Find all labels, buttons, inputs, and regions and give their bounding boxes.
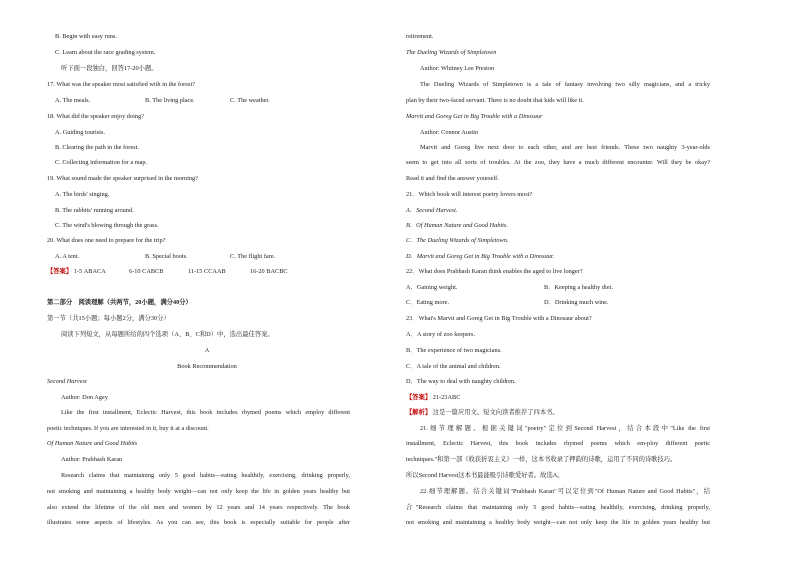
option-a: A. Guiding tourists. — [55, 129, 106, 136]
option-c: C. Collecting information for a map. — [55, 159, 148, 166]
option-a — [406, 207, 457, 215]
paragraph-line: Research claims that maintaining only 5 good habits—eating healthily, exercising, drinking properly, — [61, 472, 350, 479]
option-d — [406, 253, 554, 261]
question-21: 21．Which book will interest poetry lovers most? — [406, 191, 533, 198]
book-author: Author: Whitney Lee Preston — [420, 65, 495, 72]
paragraph-line: not smoking and maintaining a healthy body weight—can not only keep the life in golden years healthy but — [47, 488, 350, 495]
listening-instruction: 听下面一段独白，回答17-20小题。 — [61, 65, 158, 72]
option-text: A．Second Harvest. — [406, 207, 458, 214]
option-a: A．Gaining weight. — [406, 284, 458, 291]
option-b: B. Special boots. — [145, 253, 188, 260]
option-c: C. The wind's blowing through the grass. — [55, 222, 159, 229]
answer-value: 21-23ABC — [432, 394, 461, 401]
option-b: B. The rabbits' running around. — [55, 207, 134, 214]
book-author: Author: Don Agey — [61, 394, 108, 401]
paragraph-line: Read it and find the answer yourself. — [406, 175, 499, 182]
question-18: 18. What did the speaker enjoy doing? — [47, 113, 144, 120]
option-text: D．Marvit and Goreg Get in Big Trouble with a Dinosaur. — [406, 253, 555, 260]
answer-tag: 【答案】 — [406, 394, 432, 401]
option-b: B. The living place. — [145, 97, 195, 104]
paragraph-line: illustrates some aspects of lifestyles. As you can see, this book is especially suitable for people after — [47, 519, 350, 526]
explanation-tag: 【解析】 — [406, 409, 432, 416]
option-d: D．Drinking much wine. — [544, 299, 609, 306]
option-b: B. Clearing the path in the forest. — [55, 144, 139, 151]
answer-line — [47, 268, 106, 276]
right-column — [406, 0, 724, 562]
answer-group: 11-15 CCAAB — [188, 268, 226, 275]
answer-tag: 【答案】 — [47, 268, 73, 275]
explanation-text: 这是一篇应用文。短文向读者推荐了四本书。 — [432, 409, 559, 416]
part-heading: 第二部分 阅读理解（共两节，20小题，满分40分） — [47, 299, 192, 306]
paragraph-line: retirement. — [406, 33, 434, 40]
paragraph-line: poetic techniques. If you are interested in it, buy it at a discount. — [47, 425, 209, 432]
question-23: 23．What's Marvit and Goreg Get in Big Trouble with a Dinosaur about? — [406, 315, 592, 322]
section-heading: 第一节（共15小题；每小题2分，满分30分） — [47, 315, 170, 322]
book-title: Marvit and Goreg Get in Big Trouble with a Dinosaur — [406, 113, 543, 120]
book-title: Of Human Nature and Good Habits — [47, 440, 138, 447]
explanation-line — [406, 409, 559, 417]
explanation-line: 所以Second Harvest这本书最能吸引诗歌爱好者。故选A。 — [406, 472, 564, 479]
option-b — [406, 222, 508, 230]
option-c: C. The weather. — [230, 97, 270, 104]
option-a: A. A tent. — [55, 253, 80, 260]
question-17: 17. What was the speaker most satisfied with in the forest? — [47, 81, 195, 88]
paragraph-line: Like the first installment, Eclectic Harvest, this book includes rhymed poems which employ different — [61, 409, 350, 416]
question-20: 20. What does one need to prepare for the trip? — [47, 237, 166, 244]
book-author: Author: Prabhash Karan — [61, 456, 123, 463]
answer-group: 1-5 ABACA — [73, 268, 106, 275]
answer-group: 6-10 CABCB — [129, 268, 164, 275]
reading-instruction: 阅读下列短文，从每题所给的四个选项（A、B、C和D）中，选出最佳答案。 — [61, 331, 274, 338]
passage-title: Book Recommendation — [177, 363, 237, 370]
option-c: C．A tale of the animal and children. — [406, 363, 501, 370]
book-author: Author: Connor Austin — [420, 129, 479, 136]
option-a: A. The meals. — [55, 97, 91, 104]
book-title: The Dueling Wizards of Simpletown — [406, 49, 497, 56]
answer-group: 16-20 BACBC — [250, 268, 288, 275]
option-line: C. Learn about the race grading system. — [55, 49, 156, 56]
paragraph-line: The Dueling Wizards of Simpletown is a tale of fantasy involving two silly magicians, and a tricky — [420, 81, 710, 88]
question-19: 19. What sound made the speaker surprised in the morning? — [47, 175, 198, 182]
paragraph-line: plan by their two-faced servant. There is no doubt that kids will like it. — [406, 97, 584, 104]
answer-line — [406, 394, 460, 402]
explanation-line: not smoking and maintaining a healthy body weight—can not only keep the life in golden years healthy but — [406, 519, 710, 526]
option-d: D．The way to deal with naughty children. — [406, 378, 516, 385]
option-b: B．The experience of two magicians. — [406, 347, 502, 354]
option-a: A．A story of zoo keepers. — [406, 331, 476, 338]
paragraph-line: Marvit and Goreg live next door to each other, and are best friends. These two naughty 3-year-olds — [420, 144, 710, 151]
passage-label: A — [204, 347, 210, 354]
explanation-line: techniques."和第一部《收获折衷主义》一样，这本书收录了押韵的诗歌，运用了不同的诗歌技巧。 — [406, 456, 677, 463]
option-text: B．Of Human Nature and Good Habits. — [406, 222, 508, 229]
option-a: A. The birds' singing. — [55, 191, 110, 198]
question-22: 22．What does Prabhash Karan think enables the aged to live longer? — [406, 268, 583, 275]
option-c — [406, 237, 508, 245]
left-column — [47, 0, 367, 562]
book-title: Second Harvest — [47, 378, 87, 385]
explanation-line: installment, Eclectic Harvest, this book includes rhymed poems which em-ploy different poetic — [406, 440, 710, 447]
paragraph-line: seem to get into all sorts of troubles. At the zoo, they have a much different encounter. Will they be okay? — [406, 159, 710, 166]
option-c: C．Eating more. — [406, 299, 450, 306]
explanation-line: 合"Research claims that maintaining only 5 good habits—eating healthily, exercising, drinking properly, — [406, 504, 710, 511]
explanation-line: 21.细节理解题。根据关键词"poetry"定位到Second Harvest，结合本段中"Like the first — [420, 425, 710, 432]
option-b: B．Keeping a healthy diet. — [544, 284, 613, 291]
paragraph-line: also extend the lifetime of the old men and women by 12 years and 14 years respectively. The book — [47, 504, 350, 511]
option-c: C. The flight fare. — [230, 253, 276, 260]
option-text: C．The Dueling Wizards of Simpletown. — [406, 237, 509, 244]
explanation-line: 22.细节理解题。结合关键词"Prabhash Karan"可以定位到"Of Human Nature and Good Habits"，结 — [420, 488, 710, 495]
option-line: B. Begin with easy runs. — [55, 33, 117, 40]
